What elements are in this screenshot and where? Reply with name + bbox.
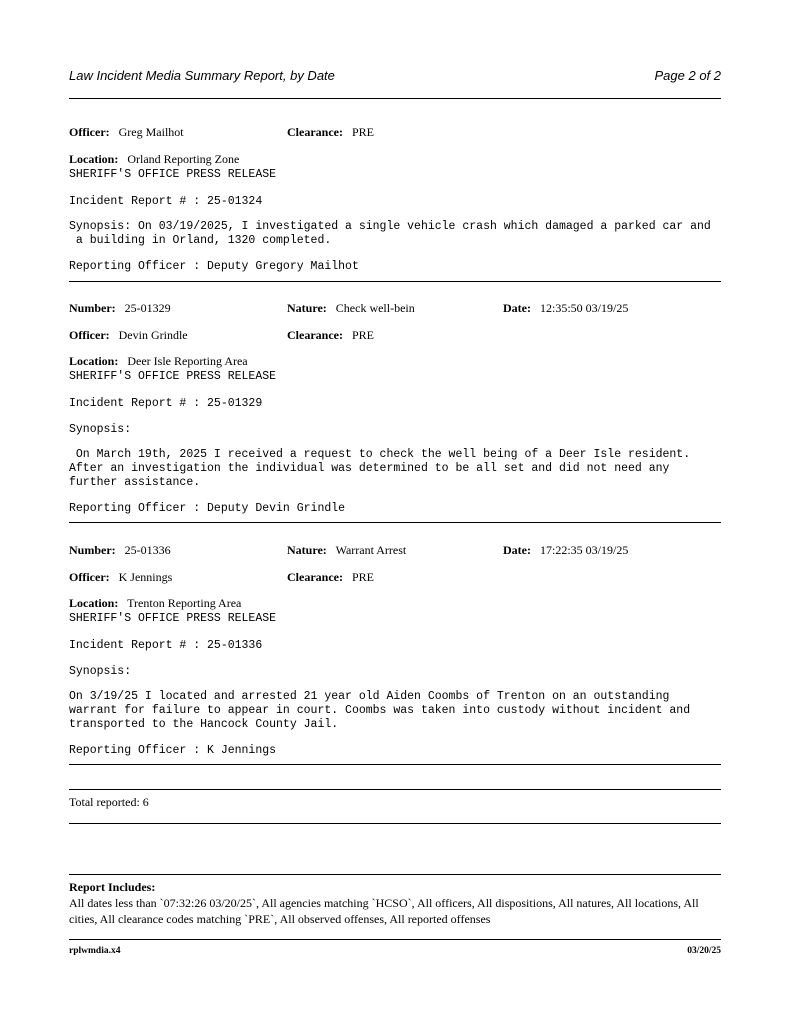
date-value: 17:22:35 03/19/25 [539,543,629,557]
incident3-date-row [503,543,628,558]
location-label: Location: [69,354,119,368]
report-includes-text: All dates less than `07:32:26 03/20/25`, All agencies matching `HCSO`, All officers, All dispositions, All natures, All locations, All cities, All clearance codes matching `PRE`, All observed offenses, All reported offenses [69,896,699,926]
incident2-synopsis-line2: After an investigation the individual was determined to be all set and did not need any [69,462,670,475]
incident2-synopsis-line1: On March 19th, 2025 I received a request to check the well being of a Deer Isle resident. [69,448,691,461]
incident1-reporting-officer: Reporting Officer : Deputy Gregory Mailhot [69,260,359,273]
incident3-officer-row [69,570,172,585]
report-includes-heading: Report Includes: [69,880,156,894]
clearance-label: Clearance: [287,570,343,584]
location-label: Location: [69,596,119,610]
number-label: Number: [69,301,116,315]
officer-value: Greg Mailhot [118,125,184,139]
incident2-officer-row [69,328,188,343]
clearance-value: PRE [351,328,374,342]
total-bottom-rule [69,823,721,824]
officer-label: Officer: [69,570,110,584]
incident1-location-row [69,152,239,167]
incident1-press-release: SHERIFF'S OFFICE PRESS RELEASE [69,168,277,181]
number-value: 25-01329 [124,301,171,315]
incident2-press-release: SHERIFF'S OFFICE PRESS RELEASE [69,370,277,383]
clearance-label: Clearance: [287,328,343,342]
incident3-synopsis-line1: On 3/19/25 I located and arrested 21 year old Aiden Coombs of Trenton on an outstanding [69,690,670,703]
date-label: Date: [503,543,531,557]
incident3-clearance-row [287,570,374,585]
report-title: Law Incident Media Summary Report, by Date [69,68,335,83]
incident3-rule [69,764,721,765]
incident1-report-number: Incident Report # : 25-01324 [69,195,263,208]
officer-value: Devin Grindle [118,328,188,342]
officer-label: Officer: [69,125,110,139]
date-value: 12:35:50 03/19/25 [539,301,629,315]
incident2-location-row [69,354,248,369]
incident3-report-number: Incident Report # : 25-01336 [69,639,263,652]
total-reported: Total reported: 6 [69,795,149,809]
nature-value: Check well-bein [335,301,415,315]
nature-label: Nature: [287,543,327,557]
incident2-synopsis-label: Synopsis: [69,423,132,436]
clearance-label: Clearance: [287,125,343,139]
nature-value: Warrant Arrest [335,543,407,557]
total-top-rule [69,789,721,790]
incident2-report-number: Incident Report # : 25-01329 [69,397,263,410]
location-value: Orland Reporting Zone [127,152,240,166]
program-name: rplwmdia.x4 [69,946,121,956]
incident2-rule [69,522,721,523]
incident1-clearance-row [287,125,374,140]
incident3-reporting-officer: Reporting Officer : K Jennings [69,744,277,757]
incident2-number-row [69,301,171,316]
header-rule [69,98,721,99]
incident2-clearance-row [287,328,374,343]
incident3-location-row [69,596,241,611]
location-label: Location: [69,152,119,166]
location-value: Deer Isle Reporting Area [127,354,248,368]
incident2-date-row [503,301,628,316]
officer-label: Officer: [69,328,110,342]
officer-value: K Jennings [118,570,173,584]
incident3-synopsis-label: Synopsis: [69,665,132,678]
footer-date: 03/20/25 [687,946,721,956]
footer-rule [69,939,721,940]
incident3-synopsis-line2: warrant for failure to appear in court. Coombs was taken into custody without incident and [69,704,691,717]
nature-label: Nature: [287,301,327,315]
number-value: 25-01336 [124,543,171,557]
includes-top-rule [69,874,721,875]
location-value: Trenton Reporting Area [127,596,242,610]
incident3-nature-row [287,543,406,558]
clearance-value: PRE [351,125,374,139]
incident3-number-row [69,543,171,558]
number-label: Number: [69,543,116,557]
page-number: Page 2 of 2 [654,68,721,83]
incident1-synopsis-line2: a building in Orland, 1320 completed. [69,234,332,247]
date-label: Date: [503,301,531,315]
incident2-reporting-officer: Reporting Officer : Deputy Devin Grindle [69,502,346,515]
incident1-officer-row [69,125,184,140]
incident1-rule [69,281,721,282]
incident1-synopsis-line1: Synopsis: On 03/19/2025, I investigated a single vehicle crash which damaged a parked car and [69,220,711,233]
incident3-press-release: SHERIFF'S OFFICE PRESS RELEASE [69,612,277,625]
incident2-nature-row [287,301,415,316]
incident2-synopsis-line3: further assistance. [69,476,201,489]
incident3-synopsis-line3: transported to the Hancock County Jail. [69,718,339,731]
clearance-value: PRE [351,570,374,584]
